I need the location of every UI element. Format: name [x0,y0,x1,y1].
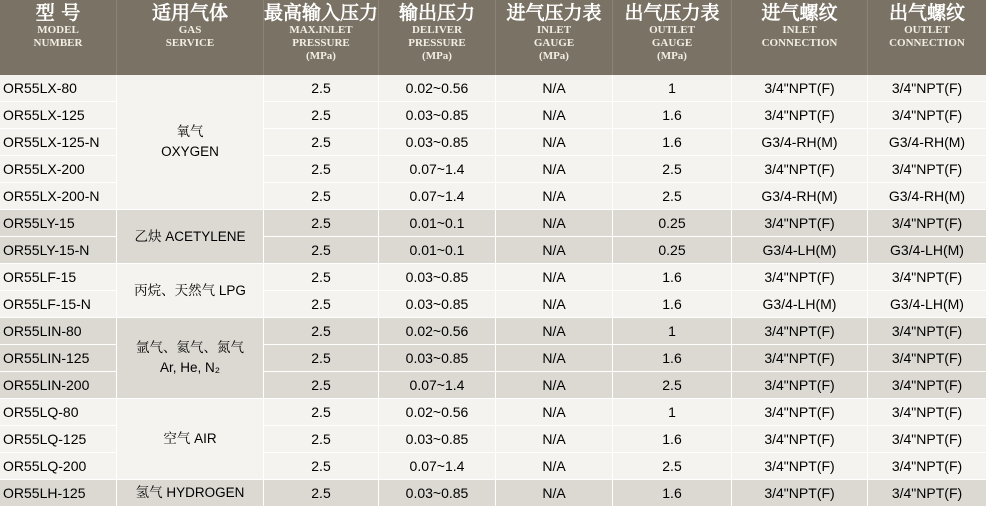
table-body [0,75,986,507]
outlet-gauge-cell: 1 [613,399,732,426]
inlet-gauge-cell: N/A [496,318,613,345]
model-cell: OR55LY-15 [0,210,117,237]
outlet-connection-cell: 3/4"NPT(F) [868,210,986,237]
inlet-connection-cell: 3/4"NPT(F) [732,372,868,399]
header-title-en: OUTLET [649,24,695,36]
outlet-gauge-cell: 1.6 [613,102,732,129]
inlet-connection-cell: G3/4-RH(M) [732,183,868,210]
outlet-gauge-cell: 1.6 [613,264,732,291]
inlet-gauge-cell: N/A [496,345,613,372]
inlet-gauge-cell: N/A [496,75,613,102]
max-inlet-pressure-cell: 2.5 [264,318,379,345]
model-cell: OR55LY-15-N [0,237,117,264]
max-inlet-pressure-cell: 2.5 [264,453,379,480]
inlet-connection-cell: 3/4"NPT(F) [732,264,868,291]
max-inlet-pressure-cell: 2.5 [264,129,379,156]
inlet-gauge-cell: N/A [496,183,613,210]
model-cell: OR55LQ-125 [0,426,117,453]
header-title-en: GAS [178,24,202,36]
inlet-connection-header [732,0,868,75]
inlet-connection-cell: 3/4"NPT(F) [732,156,868,183]
model-cell: OR55LF-15-N [0,291,117,318]
inlet-connection-cell: 3/4"NPT(F) [732,426,868,453]
model-cell: OR55LIN-80 [0,318,117,345]
model-cell: OR55LX-200-N [0,183,117,210]
outlet-gauge-cell: 1.6 [613,480,732,507]
outlet-gauge-cell: 0.25 [613,210,732,237]
outlet-connection-cell: 3/4"NPT(F) [868,102,986,129]
inlet-connection-cell: 3/4"NPT(F) [732,399,868,426]
header-title-zh: 最高输入压力 [264,2,379,24]
outlet-gauge-cell: 2.5 [613,183,732,210]
deliver-pressure-cell: 0.07~1.4 [379,453,496,480]
max-inlet-pressure-cell: 2.5 [264,102,379,129]
outlet-gauge-cell: 1.6 [613,129,732,156]
outlet-connection-cell: 3/4"NPT(F) [868,372,986,399]
header-title-en: (MPa) [539,50,569,62]
inlet-gauge-cell: N/A [496,102,613,129]
outlet-connection-cell: G3/4-LH(M) [868,291,986,318]
gas-service-label: 丙烷、天然气 LPG [134,282,246,298]
header-title-en: INLET [536,24,572,36]
header-title-zh: 适用气体 [151,2,228,24]
header-title-en: GAUGE [651,37,693,49]
inlet-connection-cell: 3/4"NPT(F) [732,345,868,372]
deliver-pressure-cell: 0.07~1.4 [379,183,496,210]
inlet-connection-cell: 3/4"NPT(F) [732,75,868,102]
header-title-en: (MPa) [306,50,336,62]
outlet-connection-cell: 3/4"NPT(F) [868,426,986,453]
header-title-zh: 型 号 [35,2,81,24]
header-title-en: DELIVER [411,24,463,36]
max-inlet-pressure-cell: 2.5 [264,210,379,237]
inlet-gauge-cell: N/A [496,480,613,507]
max-inlet-pressure-cell: 2.5 [264,156,379,183]
header-row [0,0,986,75]
inlet-gauge-cell: N/A [496,372,613,399]
table-row [0,399,986,426]
header-title-en: SERVICE [165,37,215,49]
table-row [0,264,986,291]
outlet-connection-cell: G3/4-LH(M) [868,237,986,264]
model-cell: OR55LX-80 [0,75,117,102]
gas-service-cell [117,318,264,399]
inlet-connection-cell: 3/4"NPT(F) [732,453,868,480]
inlet-gauge-cell: N/A [496,156,613,183]
table-row [0,318,986,345]
outlet-connection-cell: 3/4"NPT(F) [868,345,986,372]
inlet-connection-cell: 3/4"NPT(F) [732,480,868,507]
gas-service-label: 空气 AIR [163,431,217,446]
header-title-en: GAUGE [533,37,575,49]
gas-service-label: Ar, He, N₂ [159,360,220,375]
gas-service-header [117,0,264,75]
header-title-en: PRESSURE [292,37,350,49]
outlet-connection-cell: 3/4"NPT(F) [868,264,986,291]
model-cell: OR55LF-15 [0,264,117,291]
header-title-zh: 出气螺纹 [888,2,965,24]
deliver-pressure-header [379,0,496,75]
outlet-connection-cell: 3/4"NPT(F) [868,453,986,480]
table-row [0,480,986,507]
inlet-connection-cell: G3/4-RH(M) [732,129,868,156]
inlet-gauge-cell: N/A [496,237,613,264]
header-title-en: OUTLET [904,24,950,36]
inlet-gauge-cell: N/A [496,210,613,237]
max-inlet-pressure-cell: 2.5 [264,399,379,426]
gas-service-label: 氢气 HYDROGEN [135,485,245,500]
header-title-en: (MPa) [422,50,452,62]
model-cell: OR55LX-200 [0,156,117,183]
header-title-en: (MPa) [657,50,687,62]
max-inlet-pressure-header [264,0,379,75]
max-inlet-pressure-cell: 2.5 [264,291,379,318]
model-cell: OR55LIN-200 [0,372,117,399]
header-title-zh: 输出压力 [398,2,475,24]
max-inlet-pressure-cell: 2.5 [264,264,379,291]
inlet-gauge-cell: N/A [496,453,613,480]
outlet-connection-cell: 3/4"NPT(F) [868,156,986,183]
deliver-pressure-cell: 0.03~0.85 [379,264,496,291]
outlet-gauge-cell: 1.6 [613,291,732,318]
outlet-gauge-cell: 1 [613,75,732,102]
max-inlet-pressure-cell: 2.5 [264,183,379,210]
deliver-pressure-cell: 0.03~0.85 [379,291,496,318]
model-cell: OR55LX-125-N [0,129,117,156]
inlet-connection-cell: 3/4"NPT(F) [732,102,868,129]
inlet-gauge-cell: N/A [496,264,613,291]
outlet-connection-header [868,0,986,75]
header-title-zh: 进气螺纹 [761,2,838,24]
inlet-connection-cell: 3/4"NPT(F) [732,318,868,345]
inlet-connection-cell: 3/4"NPT(F) [732,210,868,237]
inlet-gauge-cell: N/A [496,426,613,453]
inlet-connection-cell: G3/4-LH(M) [732,291,868,318]
inlet-connection-cell: G3/4-LH(M) [732,237,868,264]
inlet-gauge-header [496,0,613,75]
gas-service-cell [117,75,264,210]
header-title-en: CONNECTION [889,37,965,49]
deliver-pressure-cell: 0.03~0.85 [379,426,496,453]
header-title-zh: 进气压力表 [506,2,602,24]
header-title-en: PRESSURE [408,37,466,49]
deliver-pressure-cell: 0.03~0.85 [379,129,496,156]
gas-service-cell [117,480,264,507]
max-inlet-pressure-cell: 2.5 [264,426,379,453]
outlet-connection-cell: 3/4"NPT(F) [868,399,986,426]
outlet-connection-cell: G3/4-RH(M) [868,129,986,156]
gas-service-cell [117,399,264,480]
deliver-pressure-cell: 0.03~0.85 [379,345,496,372]
outlet-connection-cell: 3/4"NPT(F) [868,318,986,345]
deliver-pressure-cell: 0.03~0.85 [379,480,496,507]
header-title-zh: 出气压力表 [624,2,720,24]
model-cell: OR55LIN-125 [0,345,117,372]
table-row [0,210,986,237]
outlet-connection-cell: 3/4"NPT(F) [868,75,986,102]
deliver-pressure-cell: 0.01~0.1 [379,210,496,237]
outlet-gauge-cell: 2.5 [613,372,732,399]
table-header [0,0,986,75]
outlet-gauge-cell: 1.6 [613,345,732,372]
inlet-gauge-cell: N/A [496,129,613,156]
outlet-gauge-cell: 0.25 [613,237,732,264]
header-title-en: INLET [782,24,817,36]
model-number-header [0,0,117,75]
header-title-en: MAX.INLET [289,24,353,36]
model-cell: OR55LQ-80 [0,399,117,426]
inlet-gauge-cell: N/A [496,399,613,426]
gas-service-cell [117,264,264,318]
table-row [0,75,986,102]
max-inlet-pressure-cell: 2.5 [264,75,379,102]
gas-service-label: 氩气、氦气、氮气 [136,340,244,355]
header-title-en: NUMBER [33,37,83,49]
model-cell: OR55LH-125 [0,480,117,507]
deliver-pressure-cell: 0.07~1.4 [379,156,496,183]
deliver-pressure-cell: 0.01~0.1 [379,237,496,264]
gas-service-label: 乙炔 ACETYLENE [134,228,246,244]
outlet-gauge-cell: 2.5 [613,156,732,183]
header-title-en: CONNECTION [761,37,838,49]
max-inlet-pressure-cell: 2.5 [264,237,379,264]
deliver-pressure-cell: 0.02~0.56 [379,399,496,426]
inlet-gauge-cell: N/A [496,291,613,318]
outlet-gauge-cell: 1 [613,318,732,345]
model-cell: OR55LQ-200 [0,453,117,480]
max-inlet-pressure-cell: 2.5 [264,372,379,399]
gas-service-label: OXYGEN [161,144,219,159]
deliver-pressure-cell: 0.07~1.4 [379,372,496,399]
deliver-pressure-cell: 0.03~0.85 [379,102,496,129]
outlet-gauge-cell: 1.6 [613,426,732,453]
model-cell: OR55LX-125 [0,102,117,129]
outlet-gauge-header [613,0,732,75]
outlet-connection-cell: 3/4"NPT(F) [868,480,986,507]
max-inlet-pressure-cell: 2.5 [264,345,379,372]
header-title-en: MODEL [37,24,79,36]
outlet-gauge-cell: 2.5 [613,453,732,480]
deliver-pressure-cell: 0.02~0.56 [379,318,496,345]
gas-service-label: 氧气 [176,124,204,139]
outlet-connection-cell: G3/4-RH(M) [868,183,986,210]
max-inlet-pressure-cell: 2.5 [264,480,379,507]
deliver-pressure-cell: 0.02~0.56 [379,75,496,102]
gas-service-cell [117,210,264,264]
